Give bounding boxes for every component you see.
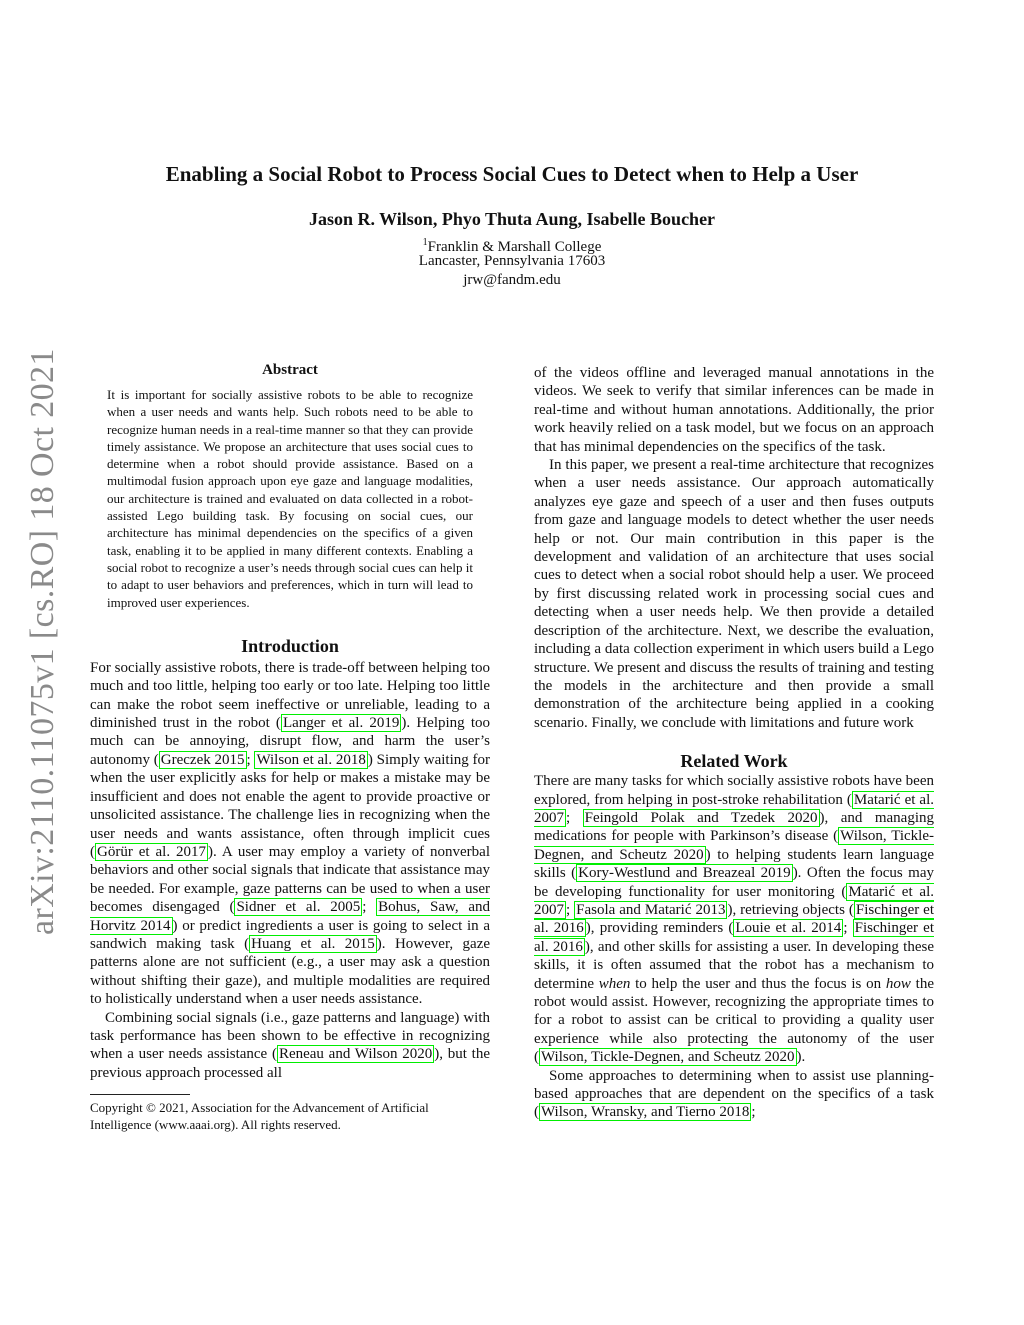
citation-link[interactable]: Louie et al. 2014 xyxy=(735,920,842,937)
abstract-heading: Abstract xyxy=(262,362,318,378)
introduction-paragraph-2 xyxy=(90,1009,490,1083)
left-column xyxy=(90,360,490,1133)
text-run: ; xyxy=(362,899,377,916)
text-run: ; xyxy=(566,809,583,826)
text-run: ; xyxy=(246,751,255,768)
text-run: ) Simply waiting for when the user explicitly asks for help or makes a mistake may be insufficient and does not enable the agent to provide proactive or unsolicited assistance. The challenge lies in recognizing when the user needs and wants assistance, often through implicit cues ( xyxy=(90,751,490,860)
citation-link[interactable]: Langer et al. 2019 xyxy=(282,715,400,732)
citation-link[interactable]: Sidner et al. 2005 xyxy=(236,899,361,916)
affiliation-name: Franklin & Marshall College xyxy=(427,239,602,255)
text-run: ), and managing medications for people with Parkinson’s disease ( xyxy=(534,809,934,845)
related-work-paragraph-2 xyxy=(534,1067,934,1122)
citation-link[interactable]: Fasola and Matarić 2013 xyxy=(576,901,726,918)
text-run: Some approaches to determining when to assist use planning-based approaches that are dependent on the specifics of a task ( xyxy=(534,1067,934,1121)
citation-link[interactable]: Görür et al. 2017 xyxy=(97,843,207,860)
affiliation-address: Lancaster, Pennsylvania 17603 xyxy=(418,253,606,269)
abstract-text: It is important for socially assistive robots to be able to recognize when a user needs and wants help. Such robots need to be able to recognize human needs in a real-time manner so that they can provide timely assistance. We propose an architecture that uses social cues to determine when a robot should provide assistance. Based on a multimodal fusion approach upon eye gaze and language modalities, our architecture is trained and evaluated on data collected in a robot-assisted Lego building task. By focusing on social cues, our architecture has minimal dependencies on the specifics of a given task, enabling it to be applied in many different contexts. Enabling a social robot to recognize a user’s needs through social cues can help it to adapt to user behaviors and preferences, which in turn will lead to improved user experiences. xyxy=(107,387,473,610)
citation-link[interactable]: Fischinger et al. 2016 xyxy=(534,901,934,937)
paper-title: Enabling a Social Robot to Process Social Cues to Detect when to Help a User xyxy=(165,162,859,186)
emphasis-how: how xyxy=(885,975,911,992)
citation-link[interactable]: Wilson, Tickle-Degnen, and Scheutz 2020 xyxy=(541,1049,795,1066)
text-run: ). A user may employ a variety of nonverbal behaviors and other social signals that indicate that assistance may be needed. For example, gaze patterns can be used to when a user becomes disengaged ( xyxy=(90,843,490,916)
author-list: Jason R. Wilson, Phyo Thuta Aung, Isabelle Boucher xyxy=(308,209,716,229)
text-run: to help the user and thus the focus is on xyxy=(630,975,886,992)
citation-link[interactable]: Kory-Westlund and Breazeal 2019 xyxy=(578,865,791,882)
text-run: ; xyxy=(751,1104,756,1121)
emphasis-when: when xyxy=(598,975,631,992)
citation-link[interactable]: Greczek 2015 xyxy=(160,751,245,768)
text-run: For socially assistive robots, there is trade-off between helping too much and too little, helping too early or too late. Helping too little can make the robot seem ineffective or unreliable, leading to a diminished trust in the robot ( xyxy=(90,659,490,732)
introduction-paragraph-1 xyxy=(90,659,490,1009)
introduction-heading: Introduction xyxy=(241,635,339,656)
text-run: ). xyxy=(796,1049,806,1066)
text-run: ), and other skills for assisting a user. In developing these skills, it is often assumed that the robot has a mechanism to determine xyxy=(534,938,934,992)
text-run: the robot would assist. However, recognizing the appropriate times to for a robot to assist can be critical to providing a quality user experience while also protecting the autonomy of the user ( xyxy=(534,975,934,1066)
citation-link[interactable]: Feingold Polak and Tzedek 2020 xyxy=(584,809,818,826)
text-run: ). However, gaze patterns alone are not sufficient (e.g., a user may ask a question without shifting their gaze), and multiple modalities are required to holistically understand when a user needs assistance. xyxy=(90,935,491,1008)
citation-link[interactable]: Matarić et al. 2007 xyxy=(534,883,934,918)
citation-link[interactable]: Wilson et al. 2018 xyxy=(256,751,366,768)
citation-link[interactable]: Matarić et al. 2007 xyxy=(534,791,935,826)
right-column xyxy=(534,364,934,1122)
arxiv-sidebar-stamp: arXiv:2110.11075v1 [cs.RO] 18 Oct 2021 xyxy=(24,348,61,935)
citation-link[interactable]: Bohus, Saw, and Horvitz 2014 xyxy=(90,899,490,934)
affiliation-line xyxy=(60,233,964,255)
citation-link[interactable]: Huang et al. 2015 xyxy=(251,935,375,952)
citation-link[interactable]: Wilson, Wransky, and Tierno 2018 xyxy=(541,1104,750,1121)
text-run: ). Often the focus may be developing functionality for user monitoring ( xyxy=(534,865,934,900)
right-paragraph-2: In this paper, we present a real-time architecture that recognizes when a user needs assistance. Our approach automatically analyzes eye gaze and speech of a user and then fuses outputs from gaze and language models to detect whether the user needs help or not. Our main contribution in this paper is the development and validation of an architecture that uses social cues to detect when a social robot should help a user. We proceed by first discussing related work in processing social cues and detecting when a user needs help. We then provide a detailed description of the architecture. Next, we describe the evaluation, including a data collection experiment in which users build a Lego structure. We present and discuss the results of training and testing the models in the architecture and then provide a small demonstration of the architecture being applied in a cooking scenario. Finally, we conclude with limitations and future work xyxy=(534,457,934,731)
text-run: Combining social signals (i.e., gaze patterns and language) with task performance has been shown to be effective in recognizing when a user needs assistance ( xyxy=(90,1009,490,1063)
copyright-footnote: Copyright © 2021, Association for the Advancement of Artificial Intelligence (www.aaai.org). All rights reserved. xyxy=(90,1100,429,1133)
text-run: ; xyxy=(843,920,853,937)
text-run: There are many tasks for which socially assistive robots have been explored, from helping in post-stroke rehabilitation ( xyxy=(534,773,934,808)
text-run: ) to helping students learn language skills ( xyxy=(534,846,934,882)
citation-link[interactable]: Wilson, Tickle-Degnen, and Scheutz 2020 xyxy=(534,828,934,863)
citation-link[interactable]: Reneau and Wilson 2020 xyxy=(278,1046,433,1063)
footnote-rule xyxy=(90,1094,190,1095)
text-run: ). Helping too much can be annoying, disrupt flow, and harm the user’s autonomy ( xyxy=(90,715,491,768)
related-work-heading: Related Work xyxy=(680,751,788,772)
affiliation-marker: 1 xyxy=(422,237,428,248)
text-run: ; xyxy=(566,901,575,918)
author-email: jrw@fandm.edu xyxy=(463,272,561,288)
text-run: ), retrieving objects ( xyxy=(727,901,854,918)
text-run: ), providing reminders ( xyxy=(585,920,734,937)
text-run: ) or predict ingredients a user is going to select in a sandwich making task ( xyxy=(90,917,490,952)
right-paragraph-1: of the videos offline and leveraged manual annotations in the videos. We seek to verify that similar inferences can be made in real-time and without human annotations. Additionally, the prior work heavily relied on a task model, but we focus on an approach that has minimal dependencies on the specifics of the task. xyxy=(534,365,934,455)
citation-link[interactable]: Fischinger et al. 2016 xyxy=(534,920,935,955)
related-work-paragraph-1 xyxy=(534,772,934,1067)
affiliation-block xyxy=(60,233,964,290)
text-run: ), but the previous approach processed all xyxy=(90,1046,490,1081)
